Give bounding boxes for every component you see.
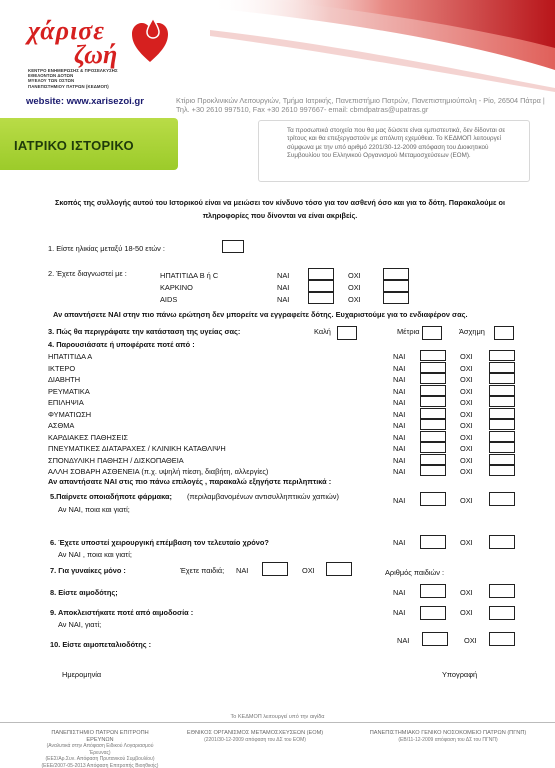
- no-label: ΟΧΙ: [460, 433, 473, 442]
- no-label: ΟΧΙ: [460, 410, 473, 419]
- yes-label: ΝΑΙ: [393, 588, 406, 597]
- no-label: ΟΧΙ: [460, 421, 473, 430]
- q4-no-box[interactable]: [489, 373, 515, 384]
- q4-no-box[interactable]: [489, 396, 515, 407]
- footer-divider: [0, 722, 555, 723]
- q9-no-box[interactable]: [489, 606, 515, 620]
- q2-yes-box[interactable]: [308, 268, 334, 280]
- q4-yes-box[interactable]: [420, 408, 446, 419]
- q2-yes-box[interactable]: [308, 280, 334, 292]
- q4-condition-label: ΡΕΥΜΑΤΙΚΑ: [48, 387, 90, 396]
- question-10: 10. Είστε αιμοπεταλιοδότης :: [50, 640, 152, 649]
- org-line: ΕΘΕΛΟΝΤΩΝ ΔΟΤΩΝ: [28, 73, 74, 79]
- yes-label: ΝΑΙ: [393, 398, 406, 407]
- yes-label: ΝΑΙ: [393, 410, 406, 419]
- q4-yes-box[interactable]: [420, 454, 446, 465]
- q4-no-box[interactable]: [489, 454, 515, 465]
- yes-label: ΝΑΙ: [393, 608, 406, 617]
- no-label: ΟΧΙ: [460, 364, 473, 373]
- no-label: ΟΧΙ: [460, 444, 473, 453]
- q5-yes-box[interactable]: [420, 492, 446, 506]
- q2-yes-box[interactable]: [308, 292, 334, 304]
- question-1: 1. Είστε ηλικίας μεταξύ 18-50 ετών :: [48, 244, 165, 253]
- health-medium-label: Μέτρια: [397, 327, 420, 336]
- q6-followup: Αν ΝΑΙ , ποια και γιατί;: [58, 550, 132, 559]
- q4-condition-label: ΙΚΤΕΡΟ: [48, 364, 76, 373]
- question-3: 3. Πώς θα περιγράφατε την κατάσταση της υγείας σας:: [48, 327, 241, 336]
- heart-drop-icon: [130, 18, 170, 64]
- footer-line: (ΕΕΣ/Αρ.Συν. Απόφαση Πρυτανικού Συμβουλίου): [45, 756, 155, 763]
- yes-label: ΝΑΙ: [393, 352, 406, 361]
- health-medium-box[interactable]: [422, 326, 442, 340]
- no-label: ΟΧΙ: [464, 636, 477, 645]
- q2-item: ΗΠΑΤΙΤΙΔΑ Β ή C: [160, 271, 219, 280]
- no-label: ΟΧΙ: [302, 566, 315, 575]
- logo-word-2: ζωή: [74, 40, 118, 69]
- no-label: ΟΧΙ: [348, 295, 361, 304]
- q4-note: Αν απαντήσατε ΝΑΙ στις πιο πάνω επιλογές , παρακαλώ εξηγήστε περιληπτικά :: [48, 477, 332, 486]
- q1-answer-box[interactable]: [222, 240, 244, 253]
- no-label: ΟΧΙ: [460, 375, 473, 384]
- yes-label: ΝΑΙ: [393, 456, 406, 465]
- footer-hospital-title: ΠΑΝΕΠΙΣΤΗΜΙΑΚΟ ΓΕΝΙΚΟ ΝΟΣΟΚΟΜΕΙΟ ΠΑΤΡΩΝ (ΠΓΝΠ): [369, 730, 527, 736]
- q4-no-box[interactable]: [489, 419, 515, 430]
- title-bar: [0, 118, 178, 170]
- q2-no-box[interactable]: [383, 292, 409, 304]
- logo-word-1: χάρισε: [28, 16, 105, 45]
- footer-eom: [180, 730, 330, 743]
- health-good-box[interactable]: [337, 326, 357, 340]
- q5-hint: (περιλαμβανομένων αντισυλληπτικών χαπιών): [187, 492, 339, 501]
- q4-condition-label: ΕΠΙΛΗΨΙΑ: [48, 398, 84, 407]
- q5-followup: Αν ΝΑΙ, ποια και γιατί;: [58, 505, 130, 514]
- q10-yes-box[interactable]: [422, 632, 448, 646]
- question-8: 8. Είστε αιμοδότης;: [50, 588, 118, 597]
- q2-no-box[interactable]: [383, 268, 409, 280]
- q2-no-box[interactable]: [383, 280, 409, 292]
- footer-line: (2201/30-12-2009 απόφαση του ΔΣ του ΕΟΜ): [204, 736, 306, 743]
- q8-yes-box[interactable]: [420, 584, 446, 598]
- q2-note: Αν απαντήσετε ΝΑΙ στην πιο πάνω ερώτηση δεν μπορείτε να εγγραφείτε δότης. Ευχαριστούμε για το ενδιαφέρον σας.: [53, 310, 468, 319]
- yes-label: ΝΑΙ: [393, 375, 406, 384]
- yes-label: ΝΑΙ: [236, 566, 249, 575]
- org-line: ΜΥΕΛΟΥ ΤΩΝ ΟΣΤΩΝ: [28, 78, 75, 84]
- q7-yes-box[interactable]: [262, 562, 288, 576]
- contact-address: Κτίριο Προκλινικών Λειτουργιών, Τμήμα Ιατρικής, Πανεπιστήμιο Πατρών, Πανεπιστημιούπολη - Ρίο, 26504 Πάτρα | Τηλ. +30 2610 997510, Fax +30 2610 997667- email: cbmdpatras@upatras.gr: [176, 96, 545, 114]
- yes-label: ΝΑΙ: [393, 364, 406, 373]
- no-label: ΟΧΙ: [348, 283, 361, 292]
- q4-condition-label: ΚΑΡΔΙΑΚΕΣ ΠΑΘΗΣΕΙΣ: [48, 433, 128, 442]
- health-bad-label: Άσχημη: [459, 327, 485, 336]
- yes-label: ΝΑΙ: [397, 636, 410, 645]
- website-link[interactable]: website: www.xarisezoi.gr: [26, 96, 144, 107]
- q7-no-box[interactable]: [326, 562, 352, 576]
- health-good-label: Καλή: [314, 327, 331, 336]
- health-bad-box[interactable]: [494, 326, 514, 340]
- q4-no-box[interactable]: [489, 362, 515, 373]
- no-label: ΟΧΙ: [460, 467, 473, 476]
- footer-line: (ΕΒ/11-12-2009 απόφαση του ΔΣ του ΠΓΝΠ): [398, 736, 498, 743]
- q4-condition-label: ΑΛΛΗ ΣΟΒΑΡΗ ΑΣΘΕΝΕΙΑ (π.χ. υψηλή πίεση, διαβήτη, αλλεργίες): [48, 467, 269, 476]
- q4-condition-label: ΠΝΕΥΜΑΤΙΚΕΣ ΔΙΑΤΑΡΑΧΕΣ / ΚΛΙΝΙΚΗ ΚΑΤΑΘΛΙΨΗ: [48, 444, 226, 453]
- no-label: ΟΧΙ: [460, 387, 473, 396]
- yes-label: ΝΑΙ: [393, 421, 406, 430]
- q6-yes-box[interactable]: [420, 535, 446, 549]
- q6-no-box[interactable]: [489, 535, 515, 549]
- no-label: ΟΧΙ: [460, 608, 473, 617]
- yes-label: ΝΑΙ: [393, 467, 406, 476]
- yes-label: ΝΑΙ: [393, 444, 406, 453]
- q4-condition-label: ΑΣΘΜΑ: [48, 421, 75, 430]
- footer-line: (ΕΕΕ/2007-05-2013 Απόφαση Επιτροπής Βιοηθικής): [41, 762, 159, 768]
- q9-followup: Αν ΝΑΙ, γιατί;: [58, 620, 102, 629]
- intro-text: Σκοπός της συλλογής αυτού του Ιστορικού είναι να μειώσει τον κίνδυνο τόσο για τον ασθενή όσο και για το δότη. Παρακαλούμε οι πληροφορίες που δίνονται να είναι ακριβείς.: [55, 198, 505, 220]
- yes-label: ΝΑΙ: [277, 295, 290, 304]
- q4-no-box[interactable]: [489, 408, 515, 419]
- q4-condition-label: ΣΠΟΝΔΥΛΙΚΗ ΠΑΘΗΣΗ / ΔΙΣΚΟΠΑΘΕΙΑ: [48, 456, 184, 465]
- yes-label: ΝΑΙ: [393, 387, 406, 396]
- footer-hospital: [358, 730, 538, 743]
- q7-children-count: Αριθμός παιδιών :: [385, 568, 445, 577]
- q4-no-box[interactable]: [489, 385, 515, 396]
- no-label: ΟΧΙ: [460, 496, 473, 505]
- q4-no-box[interactable]: [489, 431, 515, 442]
- q9-yes-box[interactable]: [420, 606, 446, 620]
- org-line: ΠΑΝΕΠΙΣΤΗΜΙΟΥ ΠΑΤΡΩΝ (ΚΕΔΜΟΠ): [28, 83, 109, 89]
- q4-yes-box[interactable]: [420, 373, 446, 384]
- q5-no-box[interactable]: [489, 492, 515, 506]
- q4-yes-box[interactable]: [420, 419, 446, 430]
- yes-label: ΝΑΙ: [277, 283, 290, 292]
- question-6: 6. Έχετε υποστεί χειρουργική επέμβαση τον τελευταίο χρόνο?: [50, 538, 269, 547]
- q4-condition-label: ΗΠΑΤΙΤΙΔΑ Α: [48, 352, 93, 361]
- yes-label: ΝΑΙ: [393, 538, 406, 547]
- no-label: ΟΧΙ: [348, 271, 361, 280]
- yes-label: ΝΑΙ: [277, 271, 290, 280]
- q4-no-box[interactable]: [489, 350, 515, 361]
- q4-no-box[interactable]: [489, 442, 515, 453]
- question-2: 2. Έχετε διαγνωστεί με :: [48, 269, 127, 278]
- question-5: 5.Παίρνετε οποιαδήποτε φάρμακα;: [50, 492, 172, 501]
- footer-eom-title: ΕΘΝΙΚΟΣ ΟΡΓΑΝΙΣΜΟΣ ΜΕΤΑΜΟΣΧΕΥΣΕΩΝ (ΕΟΜ): [186, 730, 324, 736]
- q4-yes-box[interactable]: [420, 442, 446, 453]
- q4-condition-label: ΔΙΑΒΗΤΗ: [48, 375, 81, 384]
- question-4: 4. Παρουσιάσατε ή υποφέρατε ποτέ από :: [48, 340, 195, 349]
- question-7: 7. Για γυναίκες μόνο :: [50, 566, 126, 575]
- privacy-notice: Τα προσωπικά στοιχεία που θα μας δώσετε είναι εμπιστευτικά, δεν δίδονται σε τρίτους και θα επεξεργαστούν με απόλυτη εχεμύθεια. Το ΚΕΔΜΟΠ λειτουργεί σύμφωνα με την υπό αριθμό 2201/30-12-2009 απόφαση του Διοικητικού Συμβουλίου του Ελληνικού Οργανισμού Μεταμοσχεύσεων (ΕΟΜ).: [258, 120, 530, 182]
- page-title: ΙΑΤΡΙΚΟ ΙΣΤΟΡΙΚΟ: [14, 138, 134, 153]
- no-label: ΟΧΙ: [460, 538, 473, 547]
- footer-auspices: Το ΚΕΔΜΟΠ λειτουργεί υπό την αιγίδα: [230, 714, 325, 720]
- q10-no-box[interactable]: [489, 632, 515, 646]
- q4-yes-box[interactable]: [420, 396, 446, 407]
- question-9: 9. Αποκλειστήκατε ποτέ από αιμοδοσία :: [50, 608, 194, 617]
- date-label: Ημερομηνία: [62, 670, 102, 679]
- q4-yes-box[interactable]: [420, 385, 446, 396]
- q2-item: AIDS: [160, 295, 178, 304]
- organization-name: [28, 68, 128, 89]
- no-label: ΟΧΙ: [460, 398, 473, 407]
- org-line: ΚΕΝΤΡΟ ΕΝΗΜΕΡΩΣΗΣ & ΠΡΟΣΕΛΚΥΣΗΣ: [28, 68, 118, 73]
- no-label: ΟΧΙ: [460, 588, 473, 597]
- q4-yes-box[interactable]: [420, 350, 446, 361]
- yes-label: ΝΑΙ: [393, 496, 406, 505]
- no-label: ΟΧΙ: [460, 456, 473, 465]
- q2-item: ΚΑΡΚΙΝΟ: [160, 283, 193, 292]
- q7-children-question: Έχετε παιδιά;: [180, 566, 225, 575]
- footer-university: [40, 730, 160, 768]
- footer-line: (Αναλυτικά στην Απόφαση Ειδικού Λογαριασμού Έρευνας): [46, 743, 154, 756]
- no-label: ΟΧΙ: [460, 352, 473, 361]
- q4-condition-label: ΦΥΜΑΤΙΩΣΗ: [48, 410, 92, 419]
- q4-no-box[interactable]: [489, 465, 515, 476]
- header-decoration: [210, 0, 555, 92]
- signature-label: Υπογραφή: [442, 670, 478, 679]
- q4-yes-box[interactable]: [420, 465, 446, 476]
- q4-yes-box[interactable]: [420, 431, 446, 442]
- q8-no-box[interactable]: [489, 584, 515, 598]
- yes-label: ΝΑΙ: [393, 433, 406, 442]
- footer-university-title: ΠΑΝΕΠΙΣΤΗΜΙΟ ΠΑΤΡΩΝ ΕΠΙΤΡΟΠΗ ΕΡΕΥΝΩΝ: [51, 730, 149, 743]
- q4-yes-box[interactable]: [420, 362, 446, 373]
